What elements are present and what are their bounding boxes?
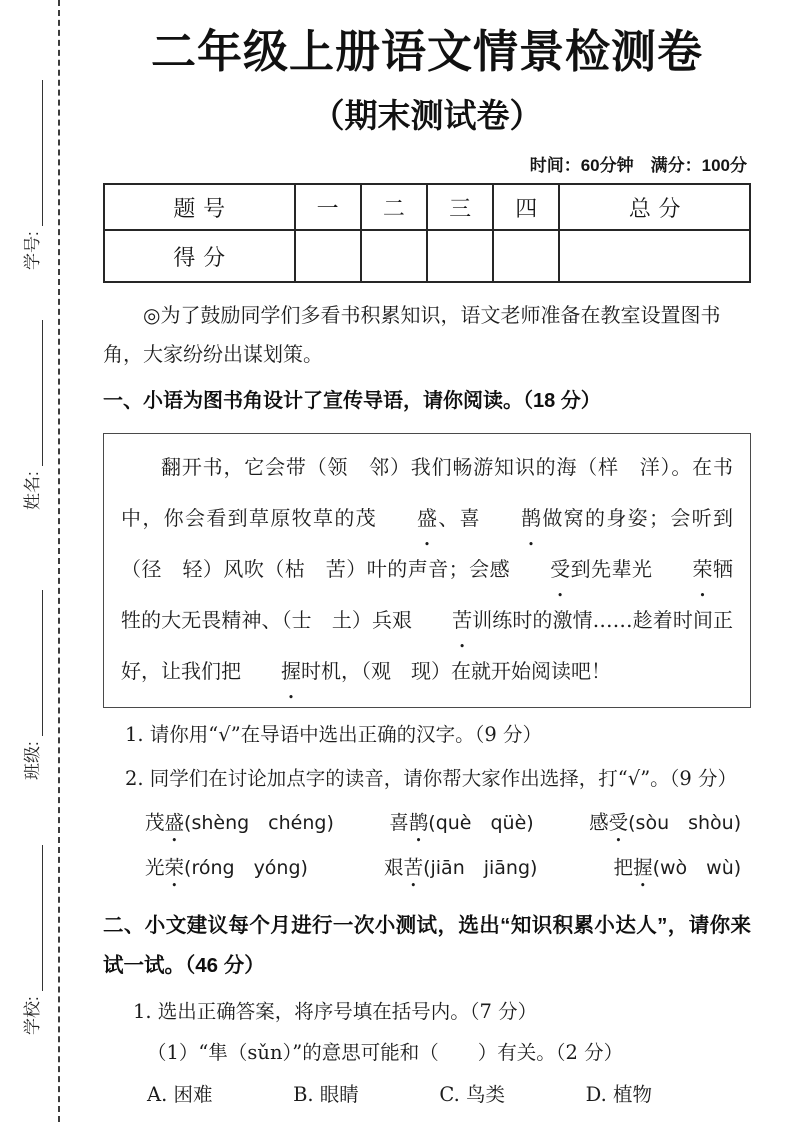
margin-field-student-id bbox=[17, 80, 43, 270]
section-two-question-1-sub-1: （1）“隼（sǔn）”的意思可能和（ ）有关。（2 分） bbox=[147, 1041, 624, 1065]
section-one-heading: 一、小语为图书角设计了宣传导语，请你阅读。（18 分） bbox=[103, 390, 601, 413]
score-table bbox=[103, 183, 751, 283]
margin-field-name bbox=[17, 320, 43, 510]
pinyin-choice-item: 茂盛(shèng chéng) bbox=[145, 805, 334, 841]
emphasis-dot-char: 荣 bbox=[164, 856, 185, 880]
school-label: 学校: bbox=[23, 996, 42, 1035]
option-c: C. 鸟类 bbox=[439, 1083, 506, 1107]
time-score-info: 时间：60分钟 满分：100分 bbox=[529, 156, 747, 176]
section-two-heading: 二、小文建议每个月进行一次小测试，选出“知识积累小达人”，请你来试一试。（46 分） bbox=[103, 914, 751, 978]
pinyin-options: (wò wù) bbox=[652, 857, 742, 880]
option-a: A. 困难 bbox=[147, 1083, 213, 1107]
emphasis-dot-char: 盛 bbox=[164, 811, 185, 835]
score-empty-cell bbox=[361, 230, 427, 282]
class-label: 班级: bbox=[23, 741, 42, 780]
score-empty-cell bbox=[427, 230, 493, 282]
pinyin-options: (jiān jiāng) bbox=[423, 857, 538, 880]
name-blank-line bbox=[24, 320, 43, 466]
score-table-score-row bbox=[104, 230, 750, 282]
section-one-question-1: 1. 请你用“√”在导语中选出正确的汉字。（9 分） bbox=[125, 723, 543, 747]
section-two-question-1: 1. 选出正确答案，将序号填在括号内。（7 分） bbox=[133, 1000, 538, 1024]
pinyin-choice-row bbox=[145, 805, 741, 841]
pinyin-choice-item: 把握(wò wù) bbox=[614, 850, 742, 886]
multiple-choice-options bbox=[147, 1079, 652, 1111]
seal-dashed-line bbox=[58, 0, 60, 1122]
option-b: B. 眼睛 bbox=[293, 1083, 359, 1107]
student-id-blank-line bbox=[24, 80, 43, 226]
paper-title: 二年级上册语文情景检测卷 bbox=[150, 26, 703, 77]
score-empty-cell bbox=[559, 230, 750, 282]
score-table-header-cell: 四 bbox=[493, 184, 559, 230]
emphasis-dot-char: 苦 bbox=[403, 856, 424, 880]
score-table-header-cell: 二 bbox=[361, 184, 427, 230]
score-empty-cell bbox=[493, 230, 559, 282]
score-row-label: 得分 bbox=[104, 230, 295, 282]
emphasis-dot-char: 握 bbox=[281, 659, 301, 684]
paper-subtitle: （期末测试卷） bbox=[311, 97, 543, 135]
pinyin-choice-item: 光荣(róng yóng) bbox=[145, 850, 308, 886]
name-label: 姓名: bbox=[23, 471, 42, 510]
emphasis-dot-char: 受 bbox=[608, 811, 629, 835]
student-id-label: 学号: bbox=[23, 231, 42, 270]
score-table-header-cell: 一 bbox=[295, 184, 361, 230]
emphasis-dot-char: 荣 bbox=[692, 557, 713, 582]
option-d: D. 植物 bbox=[585, 1083, 652, 1107]
paper-content bbox=[103, 0, 751, 1111]
emphasis-dot-char: 苦 bbox=[452, 608, 473, 633]
emphasis-dot-char: 握 bbox=[633, 856, 653, 880]
pinyin-options: (sòu shòu) bbox=[628, 812, 742, 835]
pinyin-options: (shèng chéng) bbox=[184, 812, 334, 835]
score-table-header-row bbox=[104, 184, 750, 230]
pinyin-options: (róng yóng) bbox=[184, 857, 308, 880]
pinyin-choice-item: 感受(sòu shòu) bbox=[589, 805, 741, 841]
pinyin-options: (què qüè) bbox=[428, 812, 534, 835]
emphasis-dot-char: 鹊 bbox=[521, 506, 541, 531]
margin-field-school bbox=[17, 845, 43, 1035]
score-table-header-cell: 题号 bbox=[104, 184, 295, 230]
emphasis-dot-char: 盛 bbox=[417, 506, 437, 531]
emphasis-dot-char: 鹊 bbox=[408, 811, 429, 835]
school-blank-line bbox=[24, 845, 43, 991]
reading-passage-box: 翻开书，它会带（领 邻）我们畅游知识的海（样 洋）。在书中，你会看到草原牧草的茂 盛、喜 鹊做窝的身姿；会听到（径 轻）风吹（枯 苦）叶的声音；会感 受到先辈光 荣牺牲的大无畏精神、（士 土）兵艰 苦训练时的激情……趁着时间正好，让我们把 握时机，（观 现）在就开始阅读吧！ bbox=[103, 433, 751, 708]
intro-paragraph: ◎为了鼓励同学们多看书积累知识，语文老师准备在教室设置图书角，大家纷纷出谋划策。 bbox=[103, 303, 721, 367]
class-blank-line bbox=[24, 590, 43, 736]
emphasis-dot-char: 受 bbox=[550, 557, 571, 582]
score-table-header-cell: 总分 bbox=[559, 184, 750, 230]
score-empty-cell bbox=[295, 230, 361, 282]
pinyin-choice-row bbox=[145, 850, 741, 886]
section-one-question-2: 2. 同学们在讨论加点字的读音，请你帮大家作出选择，打“√”。（9 分） bbox=[125, 767, 738, 791]
pinyin-choice-item: 艰苦(jiān jiāng) bbox=[384, 850, 537, 886]
margin-field-class bbox=[17, 590, 43, 780]
score-table-header-cell: 三 bbox=[427, 184, 493, 230]
pinyin-choice-item: 喜鹊(què qüè) bbox=[389, 805, 533, 841]
